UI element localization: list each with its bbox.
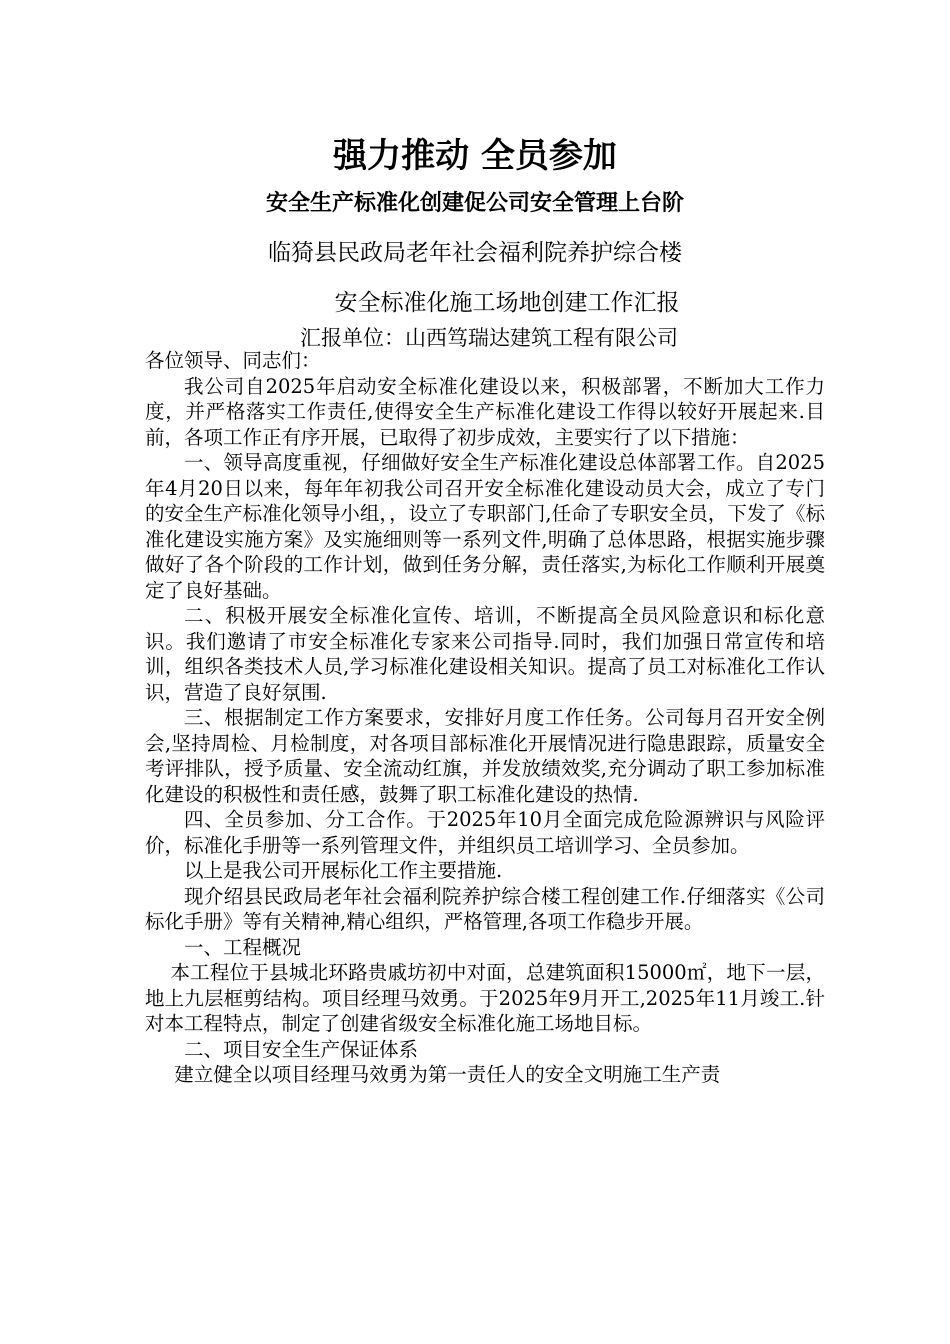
summary-paragraph: 以上是我公司开展标化工作主要措施. xyxy=(184,859,503,882)
document-title: 强力推动 全员参加 xyxy=(333,136,617,176)
measure-4-paragraph: 四、全员参加、分工合作。于2025年10月全面完成危险源辨识与风险评价，标准化手册等一系列管理文件，并组织员工培训学习、全员参加。 xyxy=(145,808,825,857)
reporting-unit: 汇报单位：山西笃瑞达建筑工程有限公司 xyxy=(300,326,678,350)
measure-3-paragraph: 三、根据制定工作方案要求，安排好月度工作任务。公司每月召开安全例会,坚持周检、月检制度，对各项目部标准化开展情况进行隐患跟踪，质量安全考评排队，授予质量、安全流动红旗，并发放绩效奖,充分调动了职工参加标准化建设的积极性和责任感，鼓舞了职工标准化建设的热情. xyxy=(145,706,825,806)
document-subtitle: 安全生产标准化创建促公司安全管理上台阶 xyxy=(265,191,684,216)
report-body xyxy=(145,348,825,1088)
project-name-line-1: 临猗县民政局老年社会福利院养护综合楼 xyxy=(268,240,682,266)
greeting: 各位领导、同志们： xyxy=(145,349,321,372)
transition-paragraph: 现介绍县民政局老年社会福利院养护综合楼工程创建工作.仔细落实《公司标化手册》等有关精神,精心组织，严格管理,各项工作稳步开展。 xyxy=(145,884,825,933)
section-2-heading: 二、项目安全生产保证体系 xyxy=(184,1037,419,1061)
section-1-heading: 一、工程概况 xyxy=(184,935,302,959)
measure-2-paragraph: 二、积极开展安全标准化宣传、培训，不断提高全员风险意识和标化意识。我们邀请了市安全标准化专家来公司指导.同时，我们加强日常宣传和培训，组织各类技术人员,学习标准化建设相关知识。提高了员工对标准化工作认识，营造了良好氛围. xyxy=(145,604,825,704)
intro-paragraph: 我公司自2025年启动安全标准化建设以来，积极部署，不断加大工作力度，并严格落实工作责任,使得安全生产标准化建设工作得以较好开展起来.目前，各项工作正有序开展，已取得了初步成效，主要实行了以下措施： xyxy=(145,374,825,449)
section-2-paragraph: 建立健全以项目经理马效勇为第一责任人的安全文明施工生产责 xyxy=(174,1063,721,1086)
project-name-line-2: 安全标准化施工场地创建工作汇报 xyxy=(334,290,680,316)
section-1-paragraph: 本工程位于县城北环路贵戚坊初中对面，总建筑面积15000㎡，地下一层，地上九层框剪结构。项目经理马效勇。于2025年9月开工,2025年11月竣工.针对本工程特点，制定了创建省级安全标准化施工场地目标。 xyxy=(145,961,825,1035)
measure-1-paragraph: 一、领导高度重视，仔细做好安全生产标准化建设总体部署工作。自2025年4月20日以来，每年年初我公司召开安全标准化建设动员大会，成立了专门的安全生产标准化领导小组，，设立了专职部门,任命了专职安全员，下发了《标准化建设实施方案》及实施细则等一系列文件,明确了总体思路，根据实施步骤做好了各个阶段的工作计划，做到任务分解，责任落实,为标化工作顺利开展奠定了良好基础。 xyxy=(145,451,825,602)
